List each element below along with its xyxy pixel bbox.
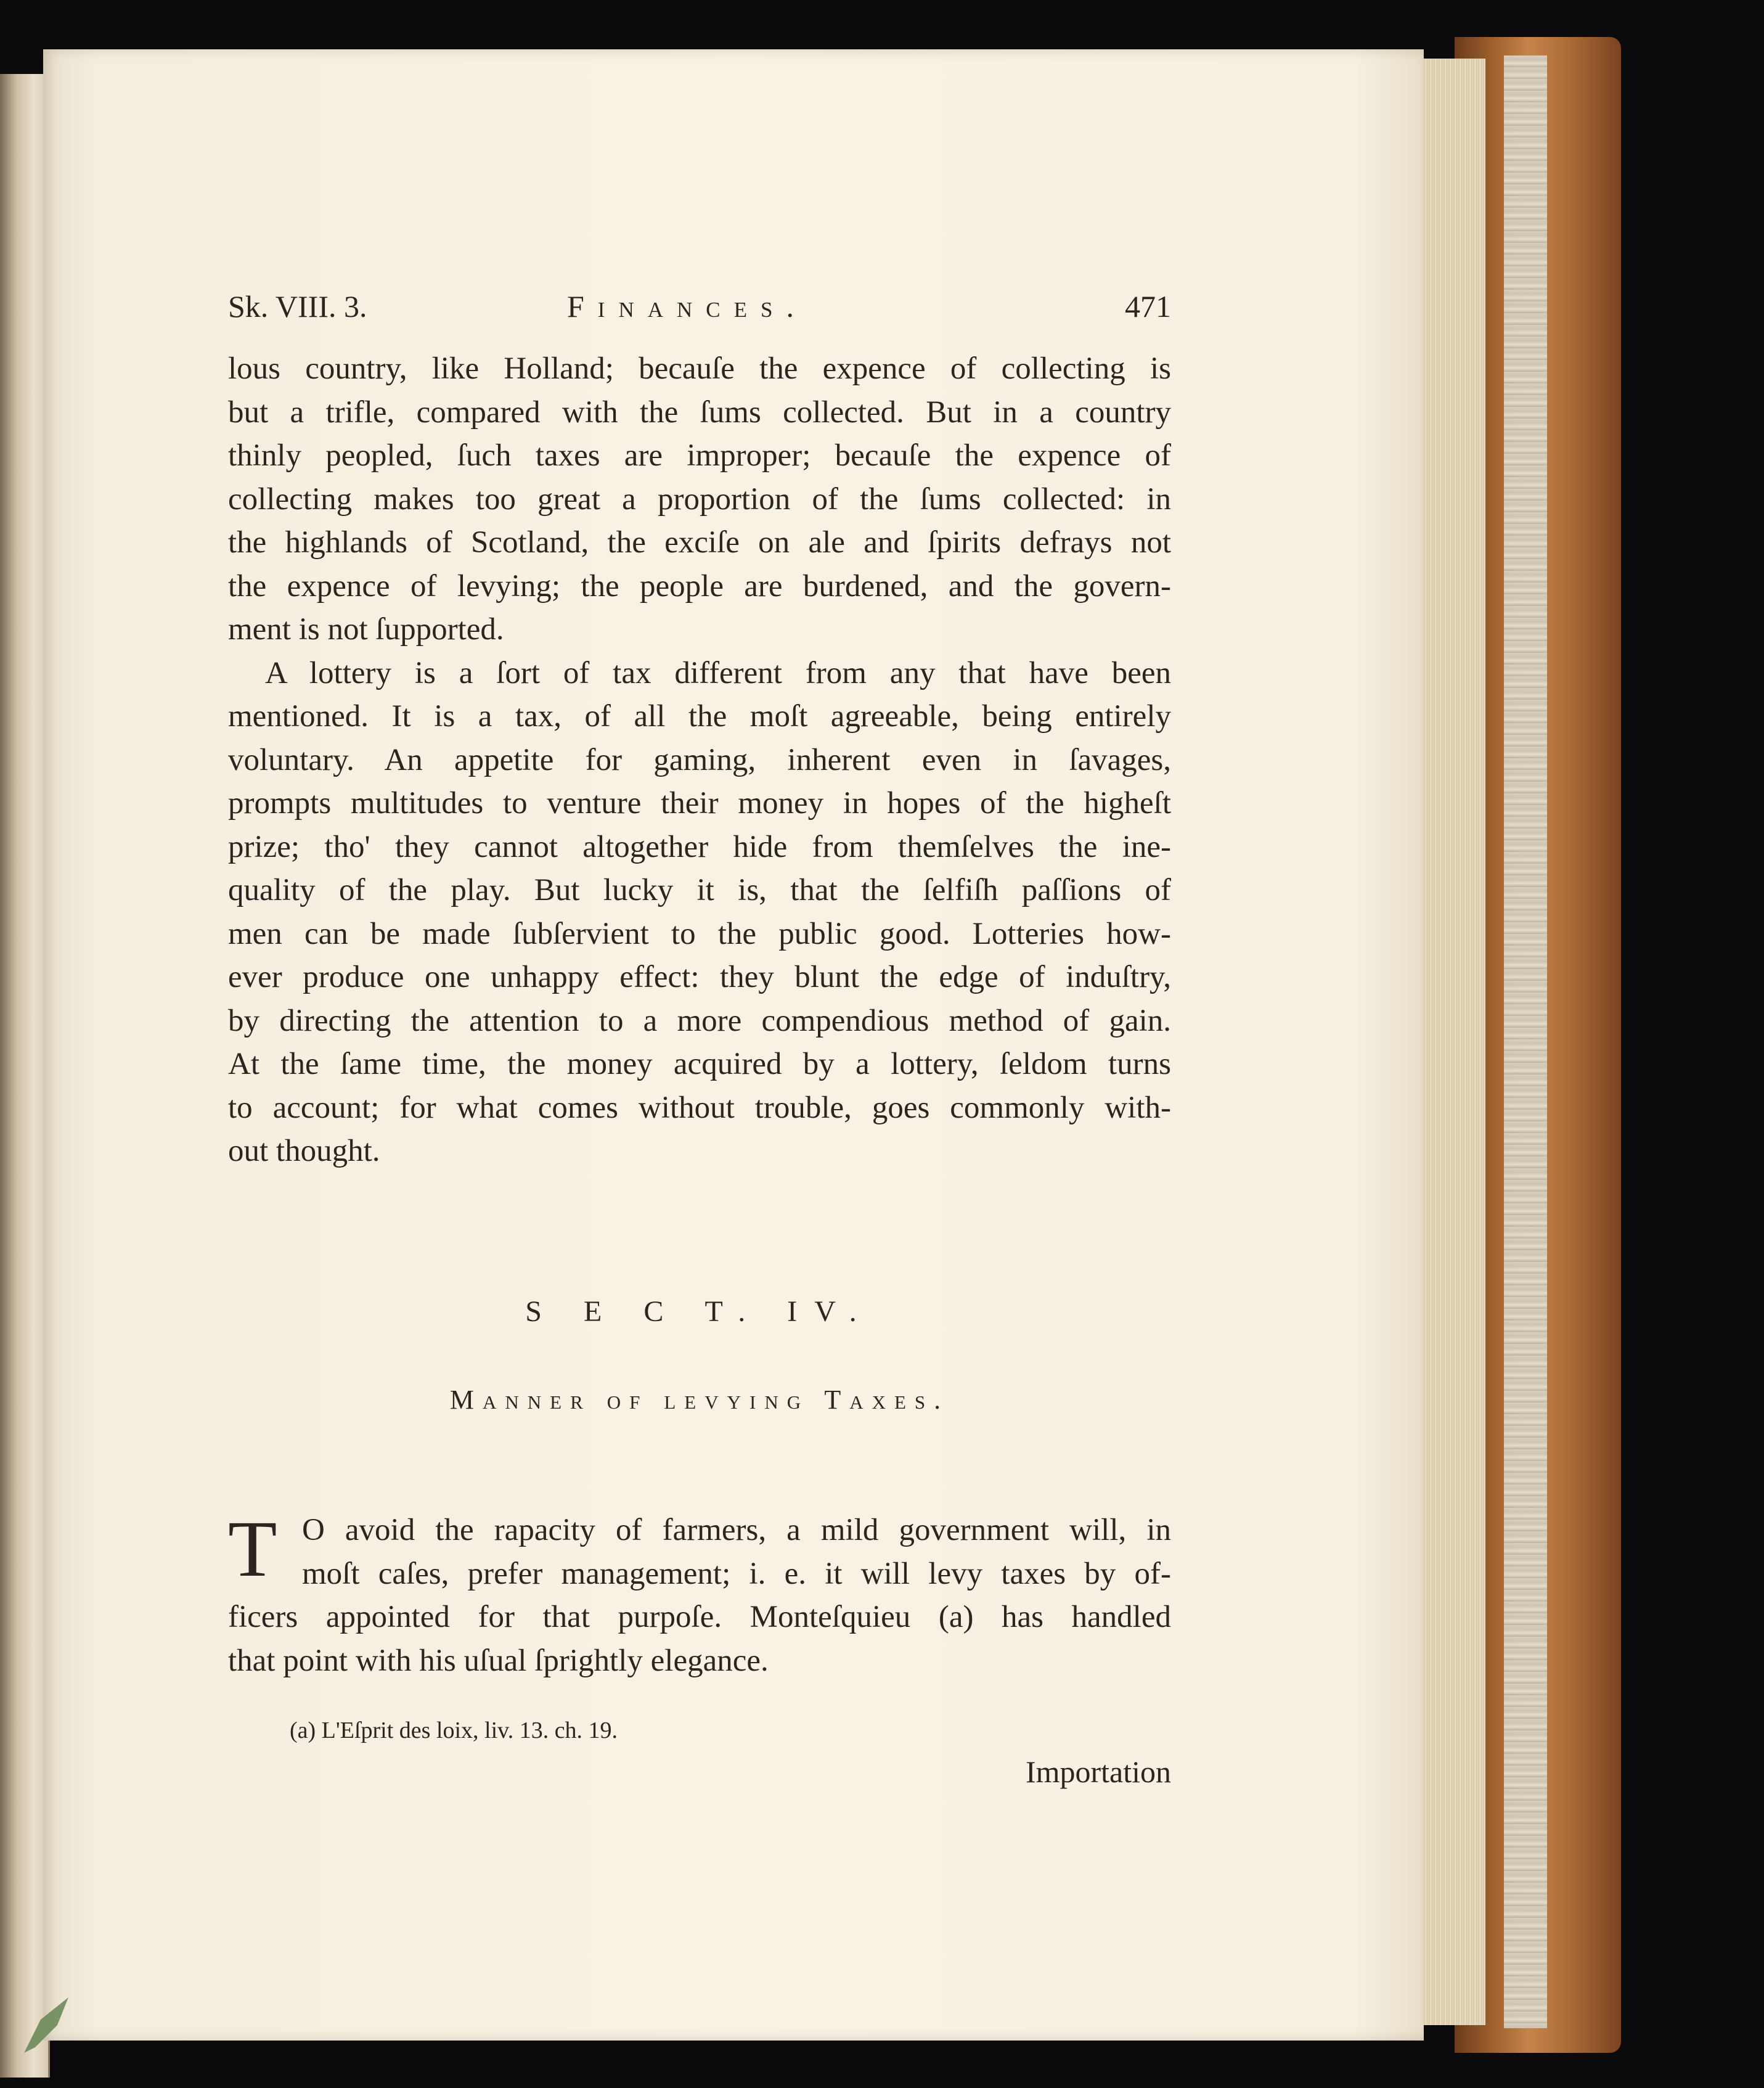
running-header	[228, 289, 1171, 332]
drop-cap: T	[228, 1505, 277, 1594]
text-line: prize; tho' they cannot altogether hide from themſelves the ine-	[228, 829, 1171, 864]
text-line: prompts multitudes to venture their money in hopes of the higheſt	[228, 786, 1171, 821]
page-number: 471	[1125, 289, 1171, 324]
binding-marbled-edge	[1504, 55, 1547, 2028]
page-fore-edge	[1418, 59, 1485, 2025]
left-facing-page-edge	[0, 74, 50, 2078]
text-line: out thought.	[228, 1134, 380, 1168]
text-line: A lottery is a ſort of tax different from any that have been	[265, 655, 1171, 690]
text-line: men can be made ſubſervient to the public good. Lotteries how-	[228, 916, 1171, 951]
section-heading: S E C T. IV.	[525, 1295, 874, 1328]
text-line: by directing the attention to a more compendious method of gain.	[228, 1003, 1171, 1038]
text-line: the expence of levying; the people are burdened, and the govern-	[228, 568, 1171, 604]
text-line: ficers appointed for that purpoſe. Monteſquieu (a) has handled	[228, 1600, 1171, 1634]
text-line: ever produce one unhappy effect: they blunt the edge of induſtry,	[228, 960, 1171, 994]
text-line: ment is not ſupported.	[228, 612, 504, 647]
text-line: collecting makes too great a proportion of the ſums collected: in	[228, 481, 1171, 517]
text-line: At the ſame time, the money acquired by a lottery, ſeldom turns	[228, 1047, 1171, 1081]
body-text	[228, 347, 1171, 1173]
text-line: moſt caſes, prefer management; i. e. it will levy taxes by of-	[302, 1556, 1171, 1591]
text-line: to account; for what comes without trouble, goes commonly with-	[228, 1090, 1171, 1125]
running-title: Finances.	[567, 289, 807, 324]
text-line: lous country, like Holland; becauſe the expence of collecting is	[228, 351, 1171, 386]
text-line: mentioned. It is a tax, of all the moſt agreeable, being entirely	[228, 699, 1171, 734]
text-line: thinly peopled, ſuch taxes are improper; becauſe the expence of	[228, 438, 1171, 473]
text-line: but a trifle, compared with the ſums collected. But in a country	[228, 395, 1171, 430]
catchword: Importation	[1025, 1754, 1171, 1789]
text-line: voluntary. An appetite for gaming, inherent even in ſavages,	[228, 742, 1171, 777]
section-marker: Sk. VIII. 3.	[228, 289, 367, 324]
text-line: quality of the play. But lucky it is, that the ſelfiſh paſſions of	[228, 873, 1171, 907]
text-line: the highlands of Scotland, the exciſe on ale and ſpirits defrays not	[228, 525, 1171, 560]
text-line: O avoid the rapacity of farmers, a mild government will, in	[302, 1513, 1171, 1547]
book-page	[43, 49, 1424, 2041]
section-subheading: Manner of levying Taxes.	[449, 1385, 950, 1415]
footnote: (a) L'Eſprit des loix, liv. 13. ch. 19.	[290, 1717, 618, 1743]
text-line: that point with his uſual ſprightly elegance.	[228, 1643, 769, 1678]
section-body	[228, 1505, 1171, 1682]
